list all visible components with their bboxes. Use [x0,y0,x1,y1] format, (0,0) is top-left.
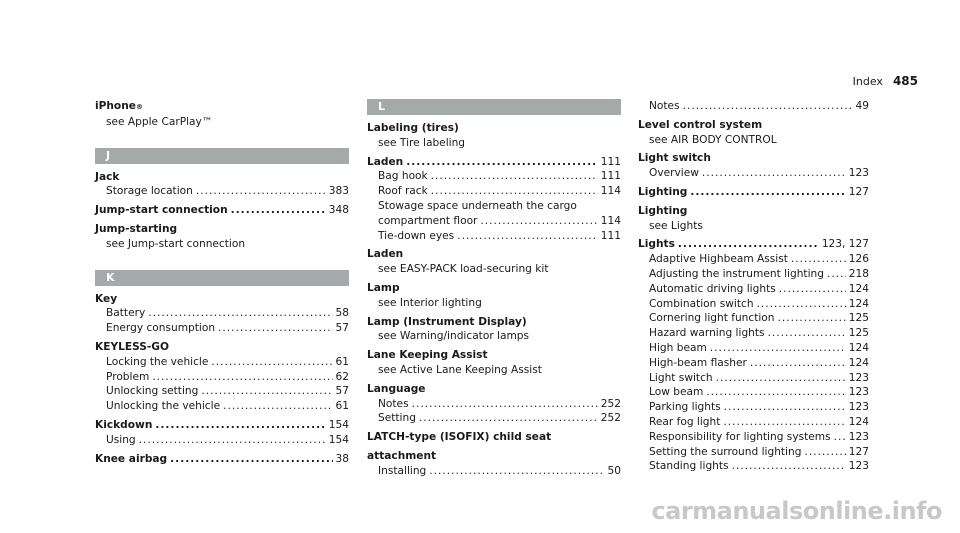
subentry-label: Roof rack [378,185,428,198]
page-reference-link[interactable]: 111 [600,155,621,168]
index-term [638,185,869,200]
index-subentry [367,214,621,229]
index-subentry [638,400,869,415]
dot-leader [196,184,326,199]
subentry-label: Unlocking setting [106,385,199,398]
index-entry [367,449,621,479]
index-entry [367,121,621,151]
index-subentry [638,445,869,460]
page-reference-link[interactable]: 125 [848,312,869,325]
page-reference-link[interactable]: 123 [848,401,869,414]
dot-leader [431,169,598,184]
subentry-label: Overview [649,167,699,180]
page-reference-link[interactable]: 62 [335,370,349,383]
page-reference-link[interactable]: 123 [848,460,869,473]
index-subentry [95,384,349,399]
subentry-label: Cornering light function [649,312,775,325]
dot-leader [804,445,845,460]
subentry-label: Hazard warning lights [649,327,765,340]
index-term-label: Laden [367,155,404,168]
index-term [367,348,621,363]
subentry-label: Stowage space underneath the cargo [378,199,577,212]
see-reference-link[interactable]: see AIR BODY CONTROL [649,133,777,146]
page-reference-link[interactable]: 123 [848,167,869,180]
page-reference-link[interactable]: 252 [600,397,621,410]
page-reference-link[interactable]: 124 [848,341,869,354]
index-term [95,418,349,433]
page-reference-link[interactable]: 383 [328,185,349,198]
dot-leader [723,415,845,430]
dot-leader [834,430,846,445]
subentry-label: Problem [106,370,150,383]
page-reference-link[interactable]: 127 [848,445,869,458]
subentry-label: Standing lights [649,460,729,473]
page-reference-link[interactable]: 114 [600,185,621,198]
index-entry [95,418,349,448]
index-subentry [638,356,869,371]
index-subentry [95,184,349,199]
page-reference-link[interactable]: 57 [335,385,349,398]
index-entry [95,292,349,336]
index-subentry [638,267,869,282]
subentry-label: Storage location [106,185,193,198]
index-term-label: Lamp [367,281,400,294]
index-term-label: Lights [638,238,675,251]
index-term [367,281,621,296]
subentry-label: Parking lights [649,401,721,414]
dot-leader [412,397,598,412]
index-subentry [638,252,869,267]
page-reference-link[interactable]: 124 [848,415,869,428]
dot-leader [457,229,598,244]
see-reference-link[interactable]: see Tire labeling [378,136,466,149]
subentry-label: Notes [378,397,409,410]
index-column-2 [367,99,621,483]
index-subentry [638,166,869,181]
section-letter-bar: J [95,148,349,164]
index-term [95,203,349,218]
index-term [638,204,869,219]
dot-leader [724,400,846,415]
index-subentry [638,282,869,297]
page-reference-link[interactable]: 61 [335,355,349,368]
index-subentry [367,464,621,479]
see-reference-link[interactable]: see Jump-start connection [106,237,246,250]
dot-leader [429,464,604,479]
subentry-label: Responsibility for lighting systems [649,430,831,443]
subentry-label: Setting [378,412,416,425]
section-letter-bar: K [95,270,349,286]
index-subentry [367,199,621,214]
trademark-superscript: ® [135,103,143,111]
page-header-title: Index [852,75,883,88]
dot-leader [710,341,846,356]
dot-leader [732,459,846,474]
page-number: 485 [892,74,918,88]
dot-leader [139,433,326,448]
index-term-label: Level control system [638,118,763,131]
index-subentry [367,169,621,184]
index-subentry [95,306,349,321]
index-entry [638,151,869,181]
subentry-label: Bag hook [378,170,428,183]
index-entry [95,222,349,252]
dot-leader [716,371,846,386]
dot-leader [231,203,326,218]
page-reference-link[interactable]: 123 [848,386,869,399]
subentry-label: Adjusting the instrument lighting [649,267,824,280]
see-reference-link[interactable]: see Active Lane Keeping Assist [378,363,542,376]
index-entry [95,170,349,200]
index-term-label: Language [367,382,426,395]
subentry-label: Automatic driving lights [649,282,776,295]
index-subentry [367,397,621,412]
page-reference-link[interactable]: 111 [600,229,621,242]
page-reference-link[interactable]: 127 [848,185,869,198]
subentry-label: Tie-down eyes [378,229,455,242]
dot-leader [791,252,846,267]
page-reference-link[interactable]: 49 [855,100,869,112]
dot-leader [827,267,846,282]
page-reference-link[interactable]: 126 [848,253,869,266]
index-term-label: Lamp (Instrument Display) [367,315,527,328]
index-entry [638,118,869,148]
page-reference-link[interactable]: 58 [335,307,349,320]
index-subentry [95,355,349,370]
dot-leader [683,99,853,114]
index-term-label: Lane Keeping Assist [367,349,488,362]
subentry-label: Energy consumption [106,322,216,335]
dot-leader [201,384,332,399]
index-entry [367,430,621,445]
dot-leader [768,326,846,341]
index-term-label: Laden [367,248,404,261]
page-reference-link[interactable]: 124 [848,297,869,310]
subentry-label: compartment floor [378,214,478,227]
index-term-label: KEYLESS-GO [95,340,169,353]
index-entry [367,247,621,277]
dot-leader [406,155,598,170]
index-subentry [638,297,869,312]
index-term [95,292,349,307]
index-term [638,151,869,166]
see-reference-link[interactable]: see Interior lighting [378,296,482,309]
index-term [367,315,621,330]
index-entry [95,99,349,130]
dot-leader [170,452,332,467]
index-subentry [638,415,869,430]
dot-leader [778,311,846,326]
index-entry [638,237,869,474]
subentry-label: Combination switch [649,297,754,310]
subentry-label: Notes [649,100,680,112]
index-entry [367,382,621,426]
page-reference-link[interactable]: 61 [335,400,349,413]
page-reference-link[interactable]: 38 [335,452,349,465]
dot-leader [223,399,332,414]
page-reference-link[interactable]: 50 [607,464,621,477]
index-subentry [638,99,869,114]
dot-leader [419,411,598,426]
index-term [367,121,621,136]
subentry-label: Adaptive Highbeam Assist [649,253,788,266]
index-term-label: Jack [95,170,120,183]
page-reference-link[interactable]: 252 [600,412,621,425]
index-term [367,382,621,397]
index-term [367,155,621,170]
watermark: carmanualsonline.info [651,497,942,525]
index-term-label: Key [95,292,118,305]
page-reference-link[interactable]: 348 [328,204,349,217]
subentry-label: Unlocking the vehicle [106,400,221,413]
index-term-label: Lighting [638,185,688,198]
subentry-label: Light switch [649,371,713,384]
index-entry [95,452,349,467]
subentry-label: Rear fog light [649,415,721,428]
index-subentry [95,399,349,414]
subentry-label: High beam [649,341,707,354]
index-subentry [638,430,869,445]
index-entry [95,340,349,414]
dot-leader [148,306,332,321]
subentry-label: Low beam [649,386,704,399]
index-term [95,99,349,115]
dot-leader [480,214,597,229]
dot-leader [155,418,325,433]
index-subentry [638,326,869,341]
index-subentry [95,321,349,336]
index-term-label: iPhone [95,100,136,112]
index-column-3 [638,99,869,478]
index-term-label: Labeling (tires) [367,122,459,134]
index-term [367,449,621,464]
dot-leader [779,282,846,297]
index-entry [367,315,621,345]
dot-leader [706,385,845,400]
index-term-label: Jump-starting [95,222,178,235]
dot-leader [218,321,332,336]
index-term-label: Light switch [638,152,711,165]
index-term-label: attachment [367,449,437,462]
dot-leader [211,355,332,370]
subentry-label: Battery [106,307,146,320]
page-reference-link[interactable]: 154 [328,418,349,431]
see-reference-link[interactable]: see EASY-PACK load-securing kit [378,263,549,276]
page-reference-link[interactable]: 124 [848,282,869,295]
index-term [638,237,869,252]
subentry-label: Locking the vehicle [106,355,209,368]
dot-leader [678,237,819,252]
dot-leader [152,370,332,385]
index-term-label: Lighting [638,204,688,217]
subentry-label: Using [106,433,136,446]
index-subentry [367,184,621,199]
subentry-label: Installing [378,464,427,477]
subentry-label: High-beam flasher [649,356,747,369]
page-reference-link[interactable]: 123, 127 [821,238,869,251]
index-entry [367,155,621,244]
index-entry [95,203,349,218]
page-reference-link[interactable]: 125 [848,327,869,340]
dot-leader [431,184,598,199]
index-subentry [638,459,869,474]
dot-leader [757,297,846,312]
index-subentry [95,370,349,385]
index-entry [638,204,869,234]
index-column-1 [95,99,349,470]
dot-leader [690,185,845,200]
index-term [367,247,621,262]
index-subentry [638,385,869,400]
page-reference-link[interactable]: 57 [335,322,349,335]
page-reference-link[interactable]: 218 [848,267,869,280]
index-subentry [638,341,869,356]
see-reference-link[interactable]: see Apple CarPlay™ [106,115,213,128]
index-entry [638,185,869,200]
index-term [638,118,869,133]
index-term [367,430,621,445]
page-reference-link[interactable]: 123 [848,371,869,384]
index-term-label: Kickdown [95,418,153,431]
dot-leader [750,356,846,371]
index-subentry [638,371,869,386]
index-term-label: Knee airbag [95,452,168,465]
page-reference-link[interactable]: 114 [600,214,621,227]
page-reference-link[interactable]: 111 [600,170,621,183]
page-reference-link[interactable]: 123 [848,430,869,443]
index-subentry [95,433,349,448]
see-reference-link[interactable]: see Lights [649,219,703,232]
index-term-label: Jump-start connection [95,204,228,217]
index-entry [367,281,621,311]
page-reference-link[interactable]: 124 [848,356,869,369]
see-reference-link[interactable]: see Warning/indicator lamps [378,330,530,343]
index-subentry [638,311,869,326]
index-term [95,222,349,237]
index-term [95,340,349,355]
page-header [853,74,918,88]
index-subentry [367,411,621,426]
page-reference-link[interactable]: 154 [328,433,349,446]
index-entry [638,99,869,114]
index-term [95,170,349,185]
index-subentry [367,229,621,244]
index-term-label: LATCH-type (ISOFIX) child seat [367,431,552,444]
index-term [95,452,349,467]
index-entry [367,348,621,378]
subentry-label: Setting the surround lighting [649,445,802,458]
dot-leader [702,166,846,181]
section-letter-bar: L [367,99,621,115]
